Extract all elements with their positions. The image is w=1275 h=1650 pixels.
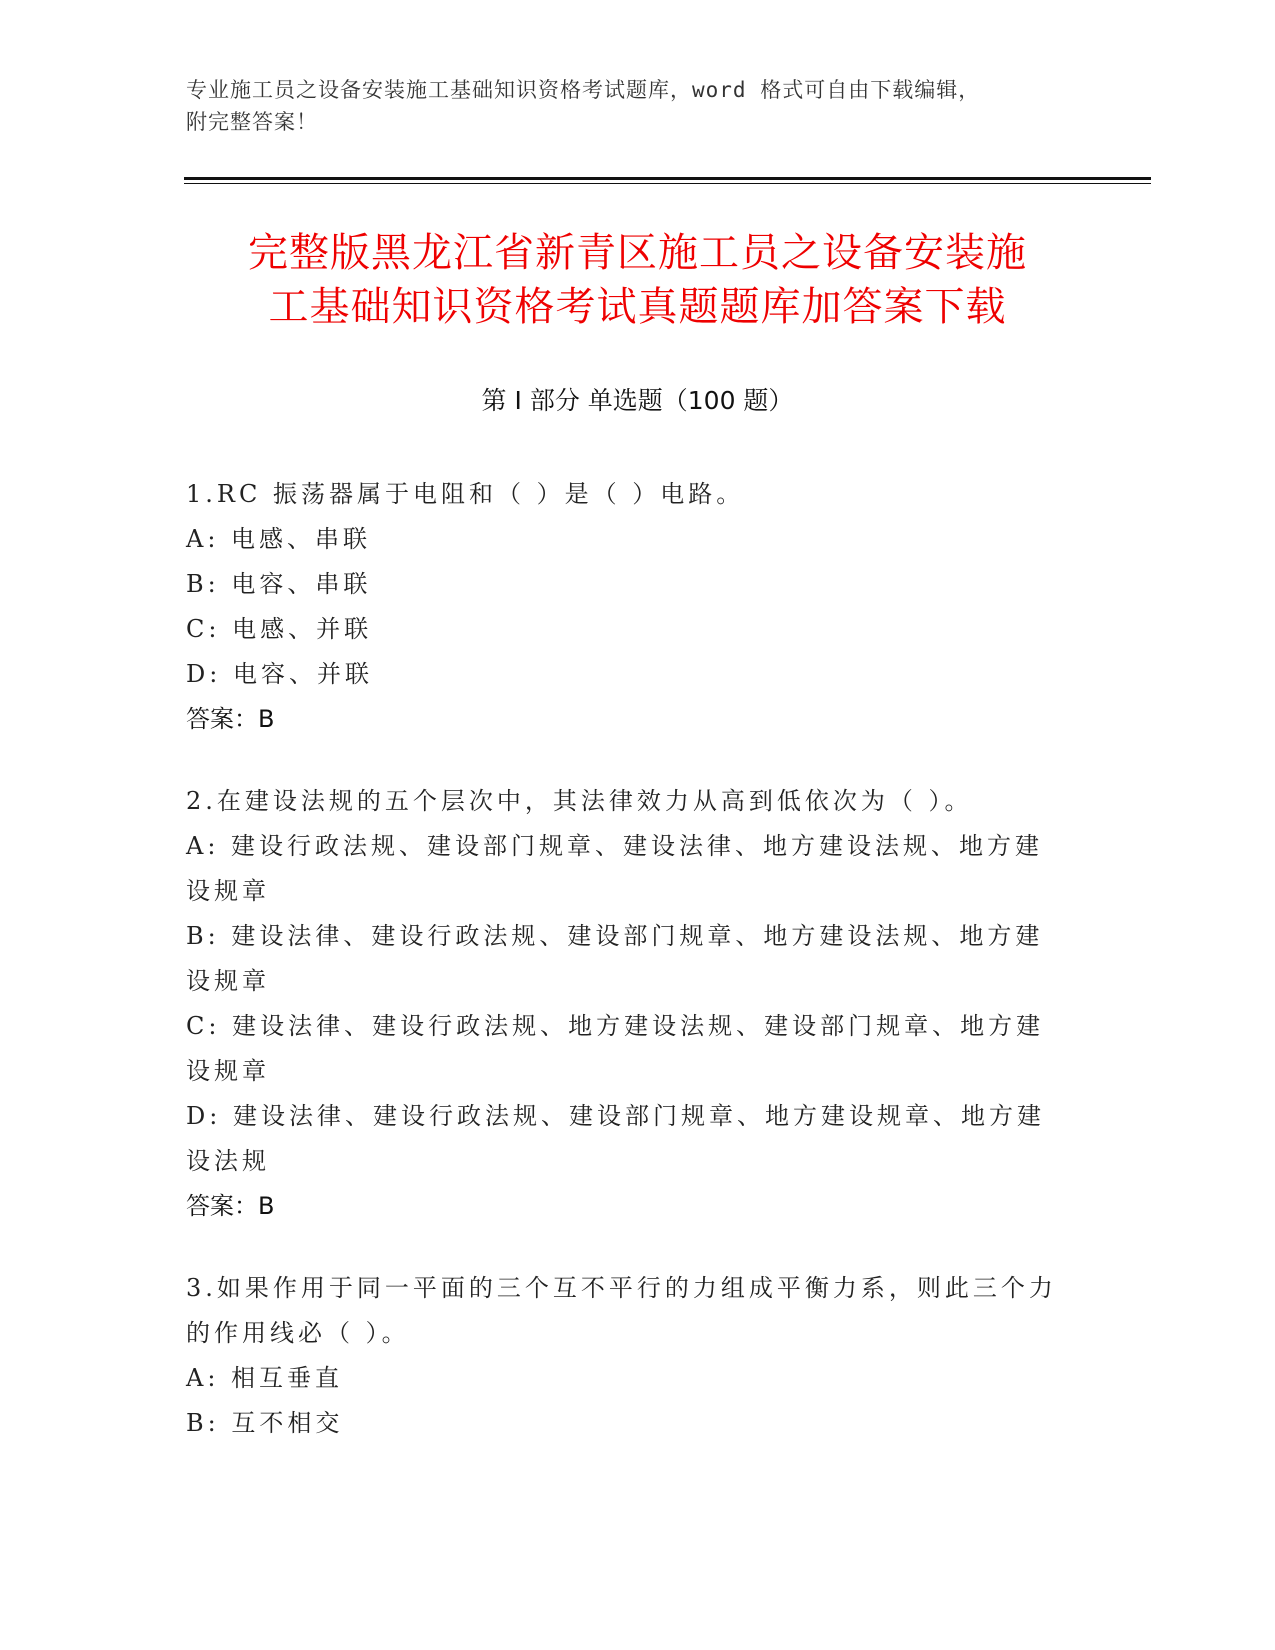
header-note	[186, 74, 1106, 138]
answer: 答案：B	[186, 705, 275, 733]
option-b: B: 电容、串联	[186, 570, 372, 598]
header-divider-thick	[184, 177, 1151, 180]
document-title	[150, 226, 1125, 334]
document-title-line-2: 工基础知识资格考试真题题库加答案下载	[268, 284, 1007, 330]
option-a: A: 相互垂直	[186, 1364, 344, 1392]
answer: 答案：B	[186, 1192, 275, 1220]
option-b: B: 建设法律、建设行政法规、建设部门规章、地方建设法规、地方建设规章	[186, 922, 1044, 995]
option-c: C: 电感、并联	[186, 615, 373, 643]
question-stem: 3.如果作用于同一平面的三个互不平行的力组成平衡力系，则此三个力的作用线必（ ）。	[186, 1274, 1057, 1347]
option-d: D: 建设法律、建设行政法规、建设部门规章、地方建设规章、地方建设法规	[186, 1102, 1045, 1175]
option-a: A: 建设行政法规、建设部门规章、建设法律、地方建设法规、地方建设规章	[186, 832, 1044, 905]
option-b: B: 互不相交	[186, 1409, 344, 1437]
document-title-line-1: 完整版黑龙江省新青区施工员之设备安装施	[248, 230, 1027, 276]
header-divider-thin	[184, 183, 1151, 184]
option-d: D: 电容、并联	[186, 660, 373, 688]
question-3	[186, 1266, 1066, 1446]
question-stem: 2.在建设法规的五个层次中，其法律效力从高到低依次为（ ）。	[186, 787, 973, 815]
question-stem: 1.RC 振荡器属于电阻和（ ）是（ ）电路。	[186, 480, 745, 508]
header-note-line-1: 专业施工员之设备安装施工基础知识资格考试题库，word 格式可自由下载编辑，	[186, 78, 981, 102]
option-c: C: 建设法律、建设行政法规、地方建设法规、建设部门规章、地方建设规章	[186, 1012, 1045, 1085]
header-note-line-2: 附完整答案！	[186, 110, 318, 134]
question-2	[186, 779, 1066, 1229]
section-heading: 第 I 部分 单选题（100 题）	[481, 386, 794, 415]
question-1	[186, 472, 1066, 742]
option-a: A: 电感、串联	[186, 525, 372, 553]
question-list	[186, 472, 1066, 1483]
